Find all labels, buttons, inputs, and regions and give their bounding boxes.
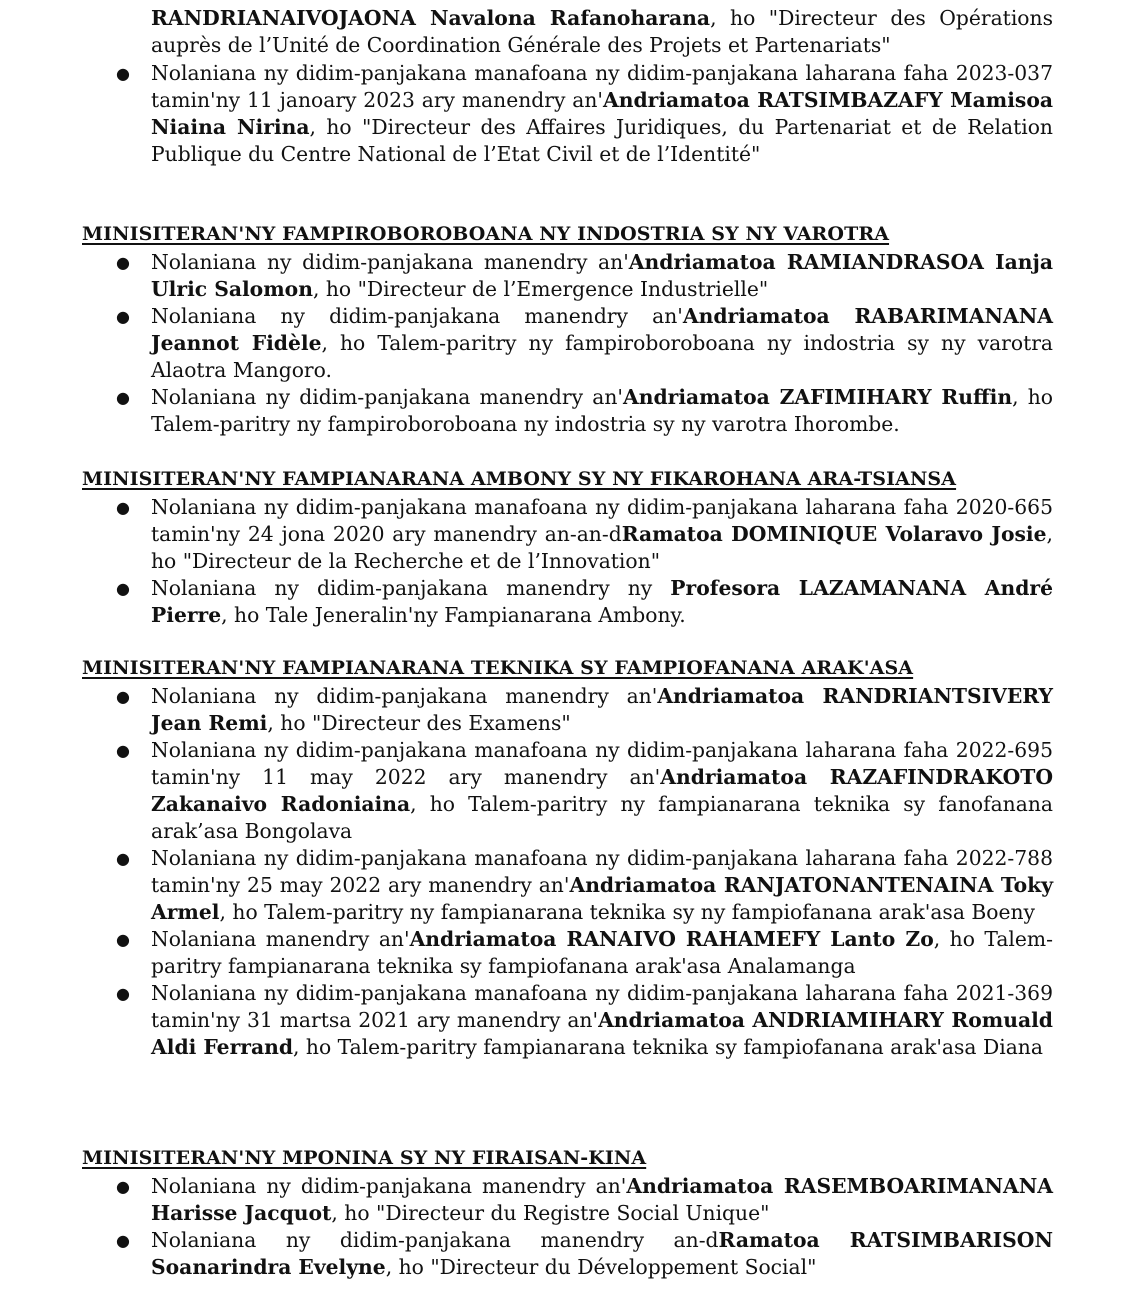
bullet-icon: ● xyxy=(116,579,130,598)
item-text: Nolaniana ny didim-panjakana manafoana ny didim-panjakana laharana faha 2022-695 tamin'ny 11 may 2022 ary manendry an' xyxy=(151,738,1053,789)
bullet-icon: ● xyxy=(116,253,130,272)
item-text: Nolaniana ny didim-panjakana manafoana ny didim-panjakana laharana faha 2022-788 tamin'ny 25 may 2022 ary manendry an' xyxy=(151,846,1053,897)
item-text: , ho Talem-paritry ny fampianarana teknika sy fanofanana arak’asa Bongolava xyxy=(151,792,1053,843)
appointee-name: Profesora LAZAMANANA André Pierre xyxy=(151,576,1053,627)
appointee-name: Andriamatoa RANJATONANTENAINA Toky Armel xyxy=(151,873,1054,924)
bullet-icon: ● xyxy=(116,307,130,326)
item-text: , ho Talem-paritry ny fampianarana teknika sy ny fampiofanana arak'asa Boeny xyxy=(219,900,1036,924)
decree-list xyxy=(0,249,1131,438)
appointee-name: RANDRIANAIVOJAONA Navalona Rafanoharana xyxy=(151,6,711,30)
list-item xyxy=(0,1173,1053,1227)
item-text: Nolaniana ny didim-panjakana manendry an-d xyxy=(151,1228,719,1252)
list-item xyxy=(0,249,1053,303)
item-text: Nolaniana ny didim-panjakana manafoana ny didim-panjakana laharana faha 2020-665 tamin'ny 24 jona 2020 ary manendry an-an-d xyxy=(151,495,1053,546)
ministry-heading: MINISITERAN'NY FAMPIANARANA AMBONY SY NY FIKAROHANA ARA-TSIANSA xyxy=(82,468,957,490)
decree-list xyxy=(0,683,1131,1061)
item-text: , ho Talem-paritry fampianarana teknika sy fampiofanana arak'asa Diana xyxy=(293,1035,1043,1059)
appointee-name: Ramatoa DOMINIQUE Volaravo Josie xyxy=(621,522,1047,546)
bullet-icon: ● xyxy=(116,741,130,760)
bullet-icon: ● xyxy=(116,930,130,949)
appointee-name: Andriamatoa RASEMBOARIMANANA Harisse Jacquot xyxy=(151,1174,1053,1225)
item-text: , ho "Directeur de l’Emergence Industrielle" xyxy=(312,277,769,301)
ministry-heading: MINISITERAN'NY MPONINA SY NY FIRAISAN-KINA xyxy=(82,1147,647,1169)
ministry-heading: MINISITERAN'NY FAMPIROBOROBOANA NY INDOSTRIA SY NY VAROTRA xyxy=(82,223,890,245)
appointee-name: Andriamatoa RATSIMBAZAFY Mamisoa Niaina Nirina xyxy=(151,88,1053,139)
decree-list xyxy=(0,60,1131,168)
item-text: Nolaniana ny didim-panjakana manafoana ny didim-panjakana laharana faha 2021-369 tamin'ny 31 martsa 2021 ary manendry an' xyxy=(151,981,1053,1032)
item-text: , ho Talem-paritry ny fampiroboroboana ny indostria sy ny varotra Ihorombe. xyxy=(151,385,1053,436)
item-text: Nolaniana ny didim-panjakana manendry an' xyxy=(151,304,683,328)
list-item xyxy=(0,683,1053,737)
bullet-icon: ● xyxy=(116,64,130,83)
item-text: Nolaniana ny didim-panjakana manafoana ny didim-panjakana laharana faha 2023-037 tamin'ny 11 janoary 2023 ary manendry an' xyxy=(151,61,1053,112)
list-item xyxy=(0,60,1053,168)
item-text: Nolaniana ny didim-panjakana manendry an' xyxy=(151,1174,627,1198)
item-text: Nolaniana manendry an' xyxy=(151,927,410,951)
list-item xyxy=(0,737,1053,845)
item-text: , ho "Directeur des Examens" xyxy=(267,711,571,735)
list-item xyxy=(0,384,1053,438)
appointee-name: Ramatoa RATSIMBARISON Soanarindra Evelyne xyxy=(151,1228,1053,1279)
appointee-name: Andriamatoa RAMIANDRASOA Ianja Ulric Salomon xyxy=(151,250,1053,301)
ministry-heading: MINISITERAN'NY FAMPIANARANA TEKNIKA SY FAMPIOFANANA ARAK'ASA xyxy=(82,657,914,679)
decree-list xyxy=(0,494,1131,629)
item-text: , ho "Directeur des Affaires Juridiques, du Partenariat et de Relation Publique du Centre National de l’Etat Civil et de l’Identité" xyxy=(151,115,1053,166)
item-text: Nolaniana ny didim-panjakana manendry an' xyxy=(151,250,629,274)
decree-list xyxy=(0,1173,1131,1281)
list-item xyxy=(0,303,1053,384)
continued-list-item xyxy=(151,5,1053,59)
bullet-icon: ● xyxy=(116,687,130,706)
appointee-name: Andriamatoa RANDRIANTSIVERY Jean Remi xyxy=(151,684,1053,735)
item-text: , ho "Directeur du Registre Social Unique" xyxy=(331,1201,770,1225)
appointee-name: Andriamatoa RABARIMANANA Jeannot Fidèle xyxy=(151,304,1054,355)
list-item xyxy=(0,926,1053,980)
list-item xyxy=(0,845,1053,926)
list-item xyxy=(0,494,1053,575)
list-item xyxy=(0,575,1053,629)
item-text: , ho "Directeur des Opérations auprès de l’Unité de Coordination Générale des Projets et Partenariats" xyxy=(151,6,1053,57)
list-item xyxy=(0,980,1053,1061)
bullet-icon: ● xyxy=(116,388,130,407)
appointee-name: Andriamatoa ZAFIMIHARY Ruffin xyxy=(622,385,1013,409)
appointee-name: Andriamatoa RANAIVO RAHAMEFY Lanto Zo xyxy=(409,927,934,951)
bullet-icon: ● xyxy=(116,849,130,868)
item-text: , ho Tale Jeneralin'ny Fampianarana Ambony. xyxy=(221,603,686,627)
bullet-icon: ● xyxy=(116,1231,130,1250)
bullet-icon: ● xyxy=(116,984,130,1003)
appointee-name: Andriamatoa RAZAFINDRAKOTO Zakanaivo Radoniaina xyxy=(151,765,1053,816)
item-text: Nolaniana ny didim-panjakana manendry ny xyxy=(151,576,671,600)
item-text: Nolaniana ny didim-panjakana manendry an' xyxy=(151,385,623,409)
bullet-icon: ● xyxy=(116,498,130,517)
item-text: , ho Talem-paritry fampianarana teknika sy fampiofanana arak'asa Analamanga xyxy=(151,927,1053,978)
appointee-name: Andriamatoa ANDRIAMIHARY Romuald Aldi Ferrand xyxy=(151,1008,1053,1059)
list-item xyxy=(0,1227,1053,1281)
item-text: , ho Talem-paritry ny fampiroboroboana ny indostria sy ny varotra Alaotra Mangoro. xyxy=(151,331,1054,382)
bullet-icon: ● xyxy=(116,1177,130,1196)
item-text: Nolaniana ny didim-panjakana manendry an' xyxy=(151,684,658,708)
item-text: , ho "Directeur de la Recherche et de l’Innovation" xyxy=(151,522,1053,573)
item-text: , ho "Directeur du Développement Social" xyxy=(385,1255,817,1279)
